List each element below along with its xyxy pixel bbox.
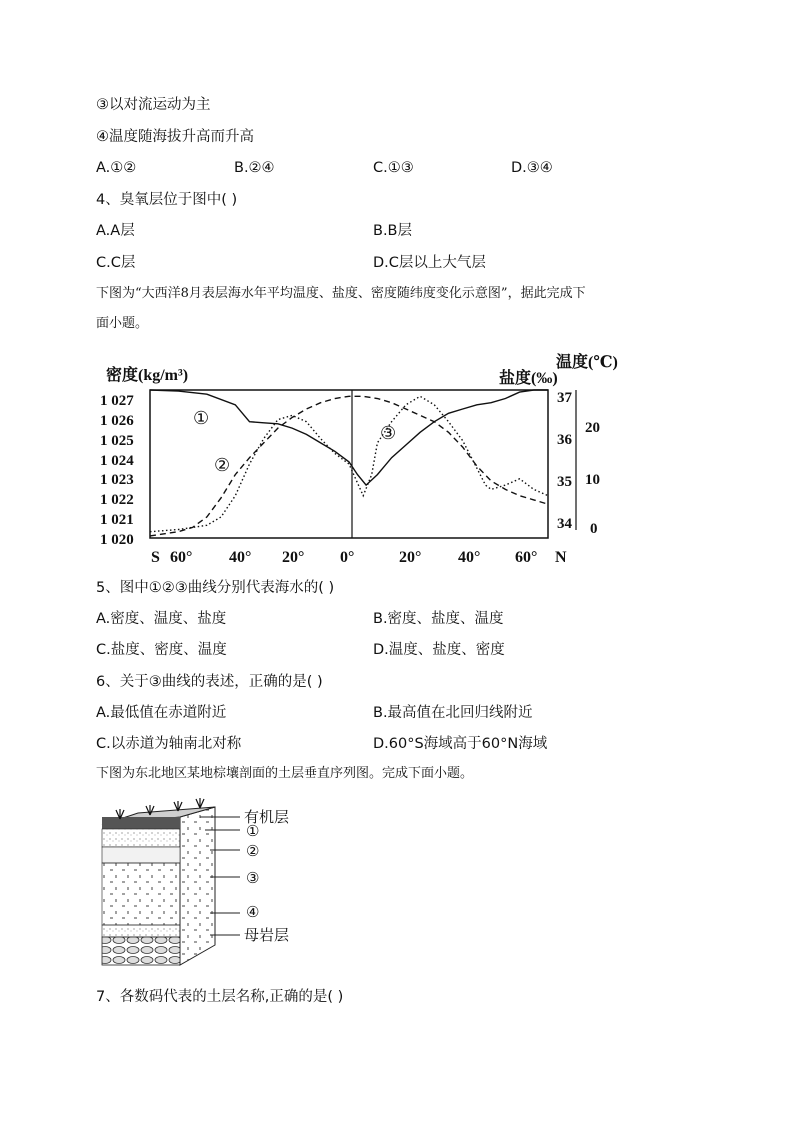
label-layer-1: ①: [246, 824, 260, 840]
soil-block-side: [180, 807, 215, 965]
curve-label-2: ②: [214, 455, 231, 475]
salinity-tick-labels: [557, 390, 573, 532]
plot-frame: [150, 390, 548, 538]
q5-option-c: C.盐度、密度、温度: [96, 642, 227, 658]
temperature-tick: 0: [590, 521, 598, 537]
x-tick-labels: [151, 549, 567, 566]
label-layer-3: ③: [246, 871, 260, 887]
q5-option-b: B.密度、盐度、温度: [373, 611, 504, 627]
x-tick: 60°: [170, 549, 193, 566]
x-tick: 40°: [458, 549, 481, 566]
q5-stem: 5、图中①②③曲线分别代表海水的( ): [96, 580, 335, 596]
x-tick: 40°: [229, 549, 252, 566]
q3-option-b: B.②④: [234, 160, 275, 176]
x-tick: N: [555, 549, 567, 566]
layer-2: [102, 847, 180, 863]
density-tick-labels: [100, 393, 134, 548]
q6-option-d: D.60°S海域高于60°N海域: [373, 736, 548, 752]
density-tick: 1 021: [100, 512, 134, 528]
q4-option-d: D.C层以上大气层: [373, 255, 486, 271]
label-organic-layer: 有机层: [244, 810, 290, 826]
x-tick: 60°: [515, 549, 538, 566]
density-tick: 1 023: [100, 472, 134, 488]
q6-option-a: A.最低值在赤道附近: [96, 705, 227, 721]
q3-option-a: A.①②: [96, 160, 137, 176]
layer-bedrock: [102, 937, 180, 965]
layer-3: [102, 863, 180, 925]
series-3-dotted-line: [150, 396, 548, 531]
x-tick: 20°: [282, 549, 305, 566]
layer-1: [102, 829, 180, 847]
intro-chart-line1: 下图为“大西洋8月表层海水年平均温度、盐度、密度随纬度变化示意图”，据此完成下: [96, 286, 586, 301]
density-tick: 1 025: [100, 433, 134, 449]
q5-option-d: D.温度、盐度、密度: [373, 642, 505, 658]
density-axis-label: 密度(kg/m³): [106, 367, 189, 384]
curve-label-1: ①: [193, 408, 210, 428]
density-tick: 1 027: [100, 393, 134, 409]
q5-option-a: A.密度、温度、盐度: [96, 611, 227, 627]
salinity-tick: 34: [557, 516, 572, 532]
q6-option-b: B.最高值在北回归线附近: [373, 705, 533, 721]
label-layer-4: ④: [246, 905, 260, 921]
salinity-tick: 37: [557, 390, 572, 406]
density-tick: 1 024: [100, 453, 134, 469]
series-1-density-line: [150, 390, 548, 485]
q3-item-4: ④温度随海拔升高而升高: [96, 129, 254, 145]
label-layer-2: ②: [246, 844, 260, 860]
ocean-chart: [0, 345, 794, 575]
density-tick: 1 026: [100, 413, 134, 429]
q6-stem: 6、关于③曲线的表述，正确的是( ): [96, 674, 323, 690]
series-2-dashed-line: [150, 396, 548, 536]
salinity-axis-label: 盐度(‰): [499, 370, 558, 387]
x-tick: S: [151, 549, 160, 566]
salinity-tick: 35: [557, 474, 572, 490]
q7-stem: 7、各数码代表的土层名称,正确的是( ): [96, 989, 344, 1005]
salinity-tick: 36: [557, 432, 572, 448]
soil-labels: [244, 809, 289, 944]
x-tick: 20°: [399, 549, 422, 566]
temperature-tick: 10: [585, 472, 600, 488]
temperature-axis-label: 温度(℃): [556, 354, 618, 371]
temperature-tick-labels: [585, 420, 600, 537]
q3-item-3: ③以对流运动为主: [96, 97, 211, 113]
q3-option-c: C.①③: [373, 160, 414, 176]
q4-option-c: C.C层: [96, 255, 136, 271]
layer-organic: [102, 817, 180, 829]
q4-option-b: B.B层: [373, 223, 413, 239]
q6-option-c: C.以赤道为轴南北对称: [96, 736, 242, 752]
layer-4: [102, 925, 180, 937]
x-tick: 0°: [340, 549, 355, 566]
q3-option-d: D.③④: [511, 160, 553, 176]
intro-soil: 下图为东北地区某地棕壤剖面的土层垂直序列图。完成下面小题。: [96, 766, 474, 781]
q4-stem: 4、臭氧层位于图中( ): [96, 192, 238, 208]
soil-profile-diagram: [0, 795, 794, 975]
q4-option-a: A.A层: [96, 223, 135, 239]
density-tick: 1 020: [100, 532, 134, 548]
intro-chart-line2: 面小题。: [96, 316, 149, 331]
density-tick: 1 022: [100, 492, 134, 508]
temperature-tick: 20: [585, 420, 600, 436]
label-bedrock-layer: 母岩层: [244, 928, 290, 944]
curve-label-3: ③: [380, 423, 397, 443]
